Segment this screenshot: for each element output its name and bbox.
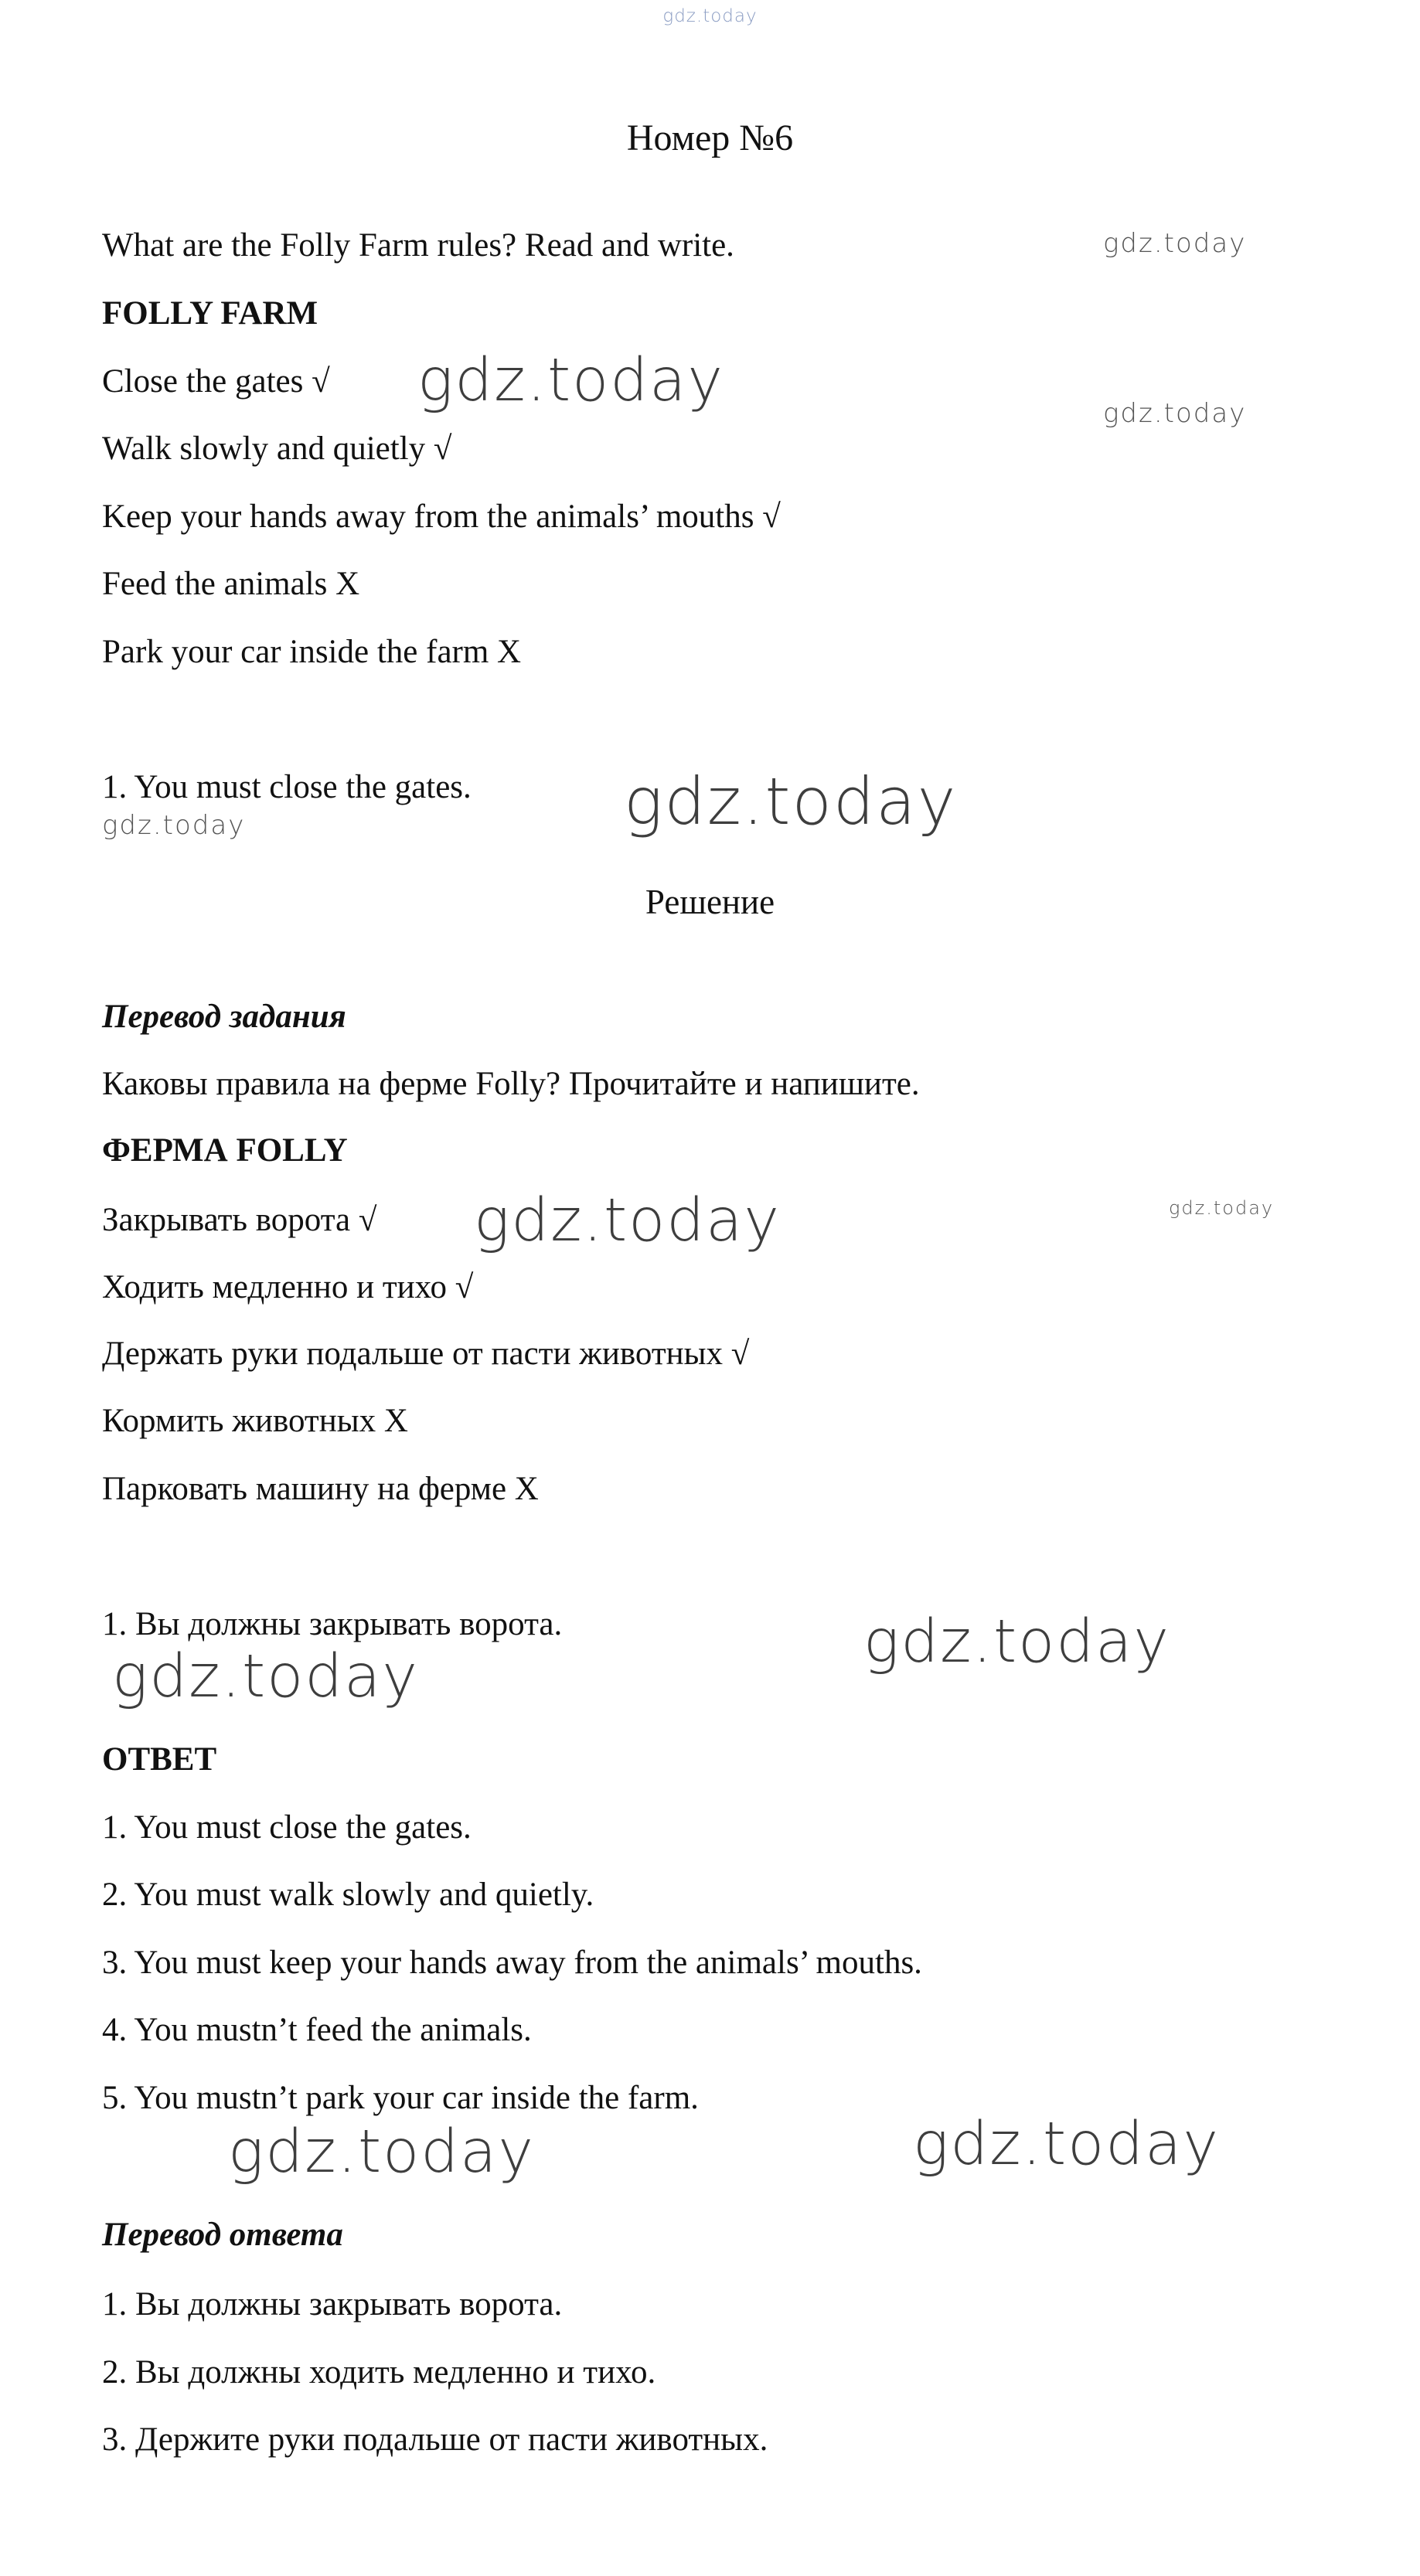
answer-heading: ОТВЕТ: [102, 1741, 217, 1778]
solution-heading: Решение: [645, 883, 775, 921]
task-heading-en: FOLLY FARM: [102, 295, 318, 332]
task-translation-heading: Перевод задания: [102, 999, 346, 1035]
task-intro-ru: Каковы правила на ферме Folly? Прочитайте и напишите.: [102, 1066, 920, 1102]
task-heading-ru: ФЕРМА FOLLY: [102, 1132, 348, 1169]
answer-line-1: 1. You must close the gates.: [102, 1809, 472, 1846]
answer-ru-line-1: 1. Вы должны закрывать ворота.: [102, 2286, 563, 2322]
answer-line-5: 5. You mustn’t park your car inside the farm.: [102, 2080, 699, 2116]
rule-en-4: Feed the animals X: [102, 566, 360, 602]
watermark-right-1: gdz.today: [1103, 228, 1247, 259]
rule-ru-1: Закрывать ворота √: [102, 1202, 377, 1238]
watermark-inline-4: gdz.today: [863, 1608, 1170, 1676]
watermark-right-2: gdz.today: [1103, 398, 1247, 429]
watermark-inline-6: gdz.today: [228, 2118, 535, 2186]
watermark-inline-5: gdz.today: [112, 1642, 419, 1711]
watermark-inline-2: gdz.today: [624, 764, 958, 839]
rule-en-2: Walk slowly and quietly √: [102, 430, 452, 467]
watermark-left-small: gdz.today: [102, 810, 246, 841]
answer-line-3: 3. You must keep your hands away from the animals’ mouths.: [102, 1945, 922, 1981]
watermark-inline-1: gdz.today: [417, 346, 724, 415]
rule-en-5: Park your car inside the farm X: [102, 634, 522, 670]
rule-ru-4: Кормить животных X: [102, 1403, 408, 1439]
watermark-inline-7: gdz.today: [913, 2110, 1220, 2179]
answer-line-2: 2. You must walk slowly and quietly.: [102, 1877, 594, 1913]
example-ru: 1. Вы должны закрывать ворота.: [102, 1606, 563, 1642]
answer-line-4: 4. You mustn’t feed the animals.: [102, 2012, 532, 2048]
task-intro-en: What are the Folly Farm rules? Read and write.: [102, 227, 734, 264]
answer-translation-heading: Перевод ответа: [102, 2217, 343, 2253]
rule-ru-5: Парковать машину на ферме X: [102, 1471, 539, 1507]
watermark-tiny-right: gdz.today: [1169, 1197, 1275, 1219]
answer-ru-line-2: 2. Вы должны ходить медленно и тихо.: [102, 2354, 656, 2391]
watermark-inline-3: gdz.today: [474, 1186, 781, 1255]
answer-ru-line-3: 3. Держите руки подальше от пасти животных.: [102, 2421, 768, 2458]
watermark-top: gdz.today: [662, 6, 758, 26]
page-title: Номер №6: [626, 117, 794, 158]
rule-ru-2: Ходить медленно и тихо √: [102, 1269, 474, 1305]
example-en: 1. You must close the gates.: [102, 769, 472, 805]
rule-en-1: Close the gates √: [102, 363, 330, 400]
rule-en-3: Keep your hands away from the animals’ mouths √: [102, 499, 781, 535]
rule-ru-3: Держать руки подальше от пасти животных √: [102, 1336, 750, 1372]
